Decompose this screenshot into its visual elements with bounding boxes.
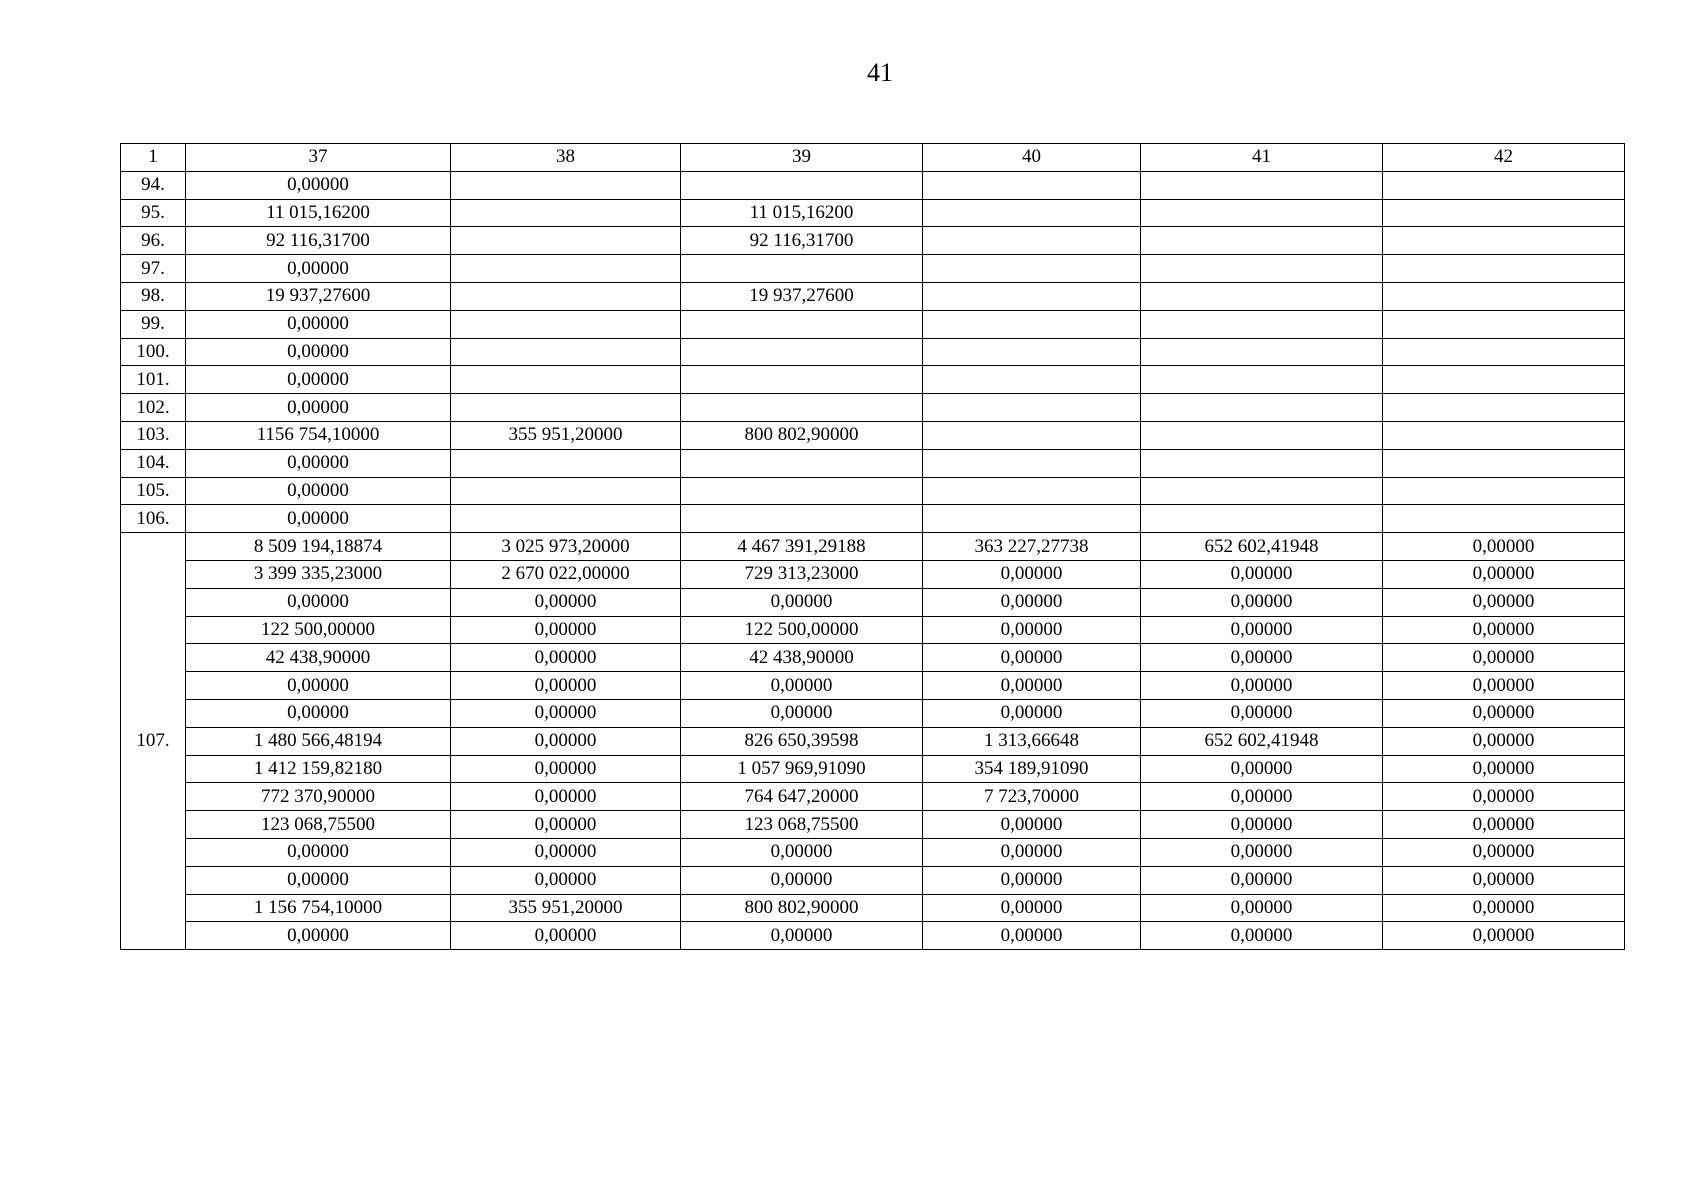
table-cell	[451, 171, 681, 199]
table-cell: 0,00000	[681, 588, 923, 616]
table-row	[121, 616, 1625, 644]
table-cell: 11 015,16200	[186, 199, 451, 227]
table-cell: 42 438,90000	[186, 644, 451, 672]
table-row	[121, 310, 1625, 338]
table-cell: 0,00000	[923, 866, 1141, 894]
table-cell: 0,00000	[1383, 783, 1625, 811]
column-header: 41	[1141, 144, 1383, 172]
table-cell	[681, 477, 923, 505]
table-cell: 0,00000	[186, 866, 451, 894]
table-cell: 0,00000	[681, 922, 923, 950]
table-cell: 800 802,90000	[681, 894, 923, 922]
table-cell: 0,00000	[923, 672, 1141, 700]
table-cell: 0,00000	[681, 699, 923, 727]
table-cell: 0,00000	[1383, 560, 1625, 588]
table-cell	[1141, 199, 1383, 227]
column-header: 40	[923, 144, 1141, 172]
table-cell: 0,00000	[923, 616, 1141, 644]
table-cell	[1141, 282, 1383, 310]
table-cell	[451, 255, 681, 283]
column-header: 37	[186, 144, 451, 172]
table-cell: 0,00000	[923, 699, 1141, 727]
table-row	[121, 255, 1625, 283]
table-cell: 0,00000	[1383, 672, 1625, 700]
table-cell: 123 068,75500	[186, 811, 451, 839]
table-cell	[1383, 505, 1625, 533]
table-cell: 0,00000	[451, 866, 681, 894]
table-cell: 0,00000	[186, 449, 451, 477]
row-number: 100.	[121, 338, 186, 366]
table-cell	[681, 171, 923, 199]
data-table	[120, 143, 1625, 950]
table-cell: 0,00000	[1141, 560, 1383, 588]
table-cell: 1 057 969,91090	[681, 755, 923, 783]
table-cell: 4 467 391,29188	[681, 533, 923, 561]
table-cell	[1141, 227, 1383, 255]
table-row	[121, 672, 1625, 700]
table-cell: 3 399 335,23000	[186, 560, 451, 588]
table-cell: 0,00000	[451, 588, 681, 616]
table-row	[121, 394, 1625, 422]
table-row	[121, 477, 1625, 505]
table-cell	[1141, 394, 1383, 422]
table-row	[121, 894, 1625, 922]
table-row	[121, 421, 1625, 449]
table-cell: 0,00000	[1383, 811, 1625, 839]
table-cell: 0,00000	[923, 811, 1141, 839]
table-cell	[923, 171, 1141, 199]
table-cell: 354 189,91090	[923, 755, 1141, 783]
table-cell: 1156 754,10000	[186, 421, 451, 449]
row-number: 99.	[121, 310, 186, 338]
table-cell: 0,00000	[1383, 616, 1625, 644]
table-cell: 0,00000	[186, 672, 451, 700]
table-cell	[923, 421, 1141, 449]
table-cell	[1383, 366, 1625, 394]
table-cell: 764 647,20000	[681, 783, 923, 811]
table-cell: 0,00000	[451, 644, 681, 672]
table-row	[121, 588, 1625, 616]
table-cell: 0,00000	[1383, 699, 1625, 727]
table-body	[121, 144, 1625, 950]
table-cell	[1141, 171, 1383, 199]
table-row	[121, 505, 1625, 533]
table-cell: 42 438,90000	[681, 644, 923, 672]
row-number: 103.	[121, 421, 186, 449]
table-cell: 0,00000	[451, 838, 681, 866]
table-cell: 2 670 022,00000	[451, 560, 681, 588]
table-cell: 0,00000	[1383, 866, 1625, 894]
row-number: 97.	[121, 255, 186, 283]
table-cell: 0,00000	[186, 394, 451, 422]
table-cell: 0,00000	[186, 505, 451, 533]
table-cell	[681, 310, 923, 338]
table-cell	[681, 366, 923, 394]
table-cell: 0,00000	[186, 922, 451, 950]
table-cell	[1383, 338, 1625, 366]
column-header: 42	[1383, 144, 1625, 172]
table-cell: 363 227,27738	[923, 533, 1141, 561]
row-number: 105.	[121, 477, 186, 505]
table-cell	[1141, 505, 1383, 533]
table-cell	[1141, 338, 1383, 366]
page-number: 41	[867, 58, 893, 87]
table-cell	[923, 449, 1141, 477]
table-row	[121, 449, 1625, 477]
row-number: 107.	[121, 533, 186, 950]
table-cell	[451, 449, 681, 477]
table-cell: 0,00000	[186, 255, 451, 283]
table-cell: 0,00000	[1141, 811, 1383, 839]
table-cell	[681, 338, 923, 366]
table-cell	[451, 310, 681, 338]
table-cell	[451, 366, 681, 394]
table-cell: 0,00000	[1141, 588, 1383, 616]
table-row	[121, 727, 1625, 755]
table-row	[121, 533, 1625, 561]
column-header: 39	[681, 144, 923, 172]
table-cell: 19 937,27600	[681, 282, 923, 310]
table-cell: 0,00000	[681, 866, 923, 894]
table-cell	[451, 199, 681, 227]
table-cell: 0,00000	[451, 922, 681, 950]
table-row	[121, 171, 1625, 199]
table-cell	[1383, 310, 1625, 338]
column-header: 1	[121, 144, 186, 172]
table-cell	[1141, 255, 1383, 283]
table-cell: 0,00000	[1141, 894, 1383, 922]
table-row	[121, 199, 1625, 227]
table-row	[121, 755, 1625, 783]
table-cell: 0,00000	[186, 366, 451, 394]
table-cell: 122 500,00000	[681, 616, 923, 644]
table-cell	[1383, 255, 1625, 283]
table-cell	[1383, 282, 1625, 310]
table-row	[121, 783, 1625, 811]
table-cell: 1 412 159,82180	[186, 755, 451, 783]
table-cell	[923, 310, 1141, 338]
table-cell	[923, 394, 1141, 422]
table-cell: 800 802,90000	[681, 421, 923, 449]
table-cell: 0,00000	[1141, 755, 1383, 783]
table-cell	[923, 282, 1141, 310]
row-number: 94.	[121, 171, 186, 199]
table-cell	[1383, 227, 1625, 255]
table-cell: 0,00000	[451, 811, 681, 839]
table-cell: 0,00000	[451, 755, 681, 783]
table-cell	[681, 449, 923, 477]
table-cell: 0,00000	[923, 588, 1141, 616]
table-cell: 772 370,90000	[186, 783, 451, 811]
table-cell: 0,00000	[1141, 838, 1383, 866]
table-cell: 355 951,20000	[451, 894, 681, 922]
row-number: 102.	[121, 394, 186, 422]
table-cell: 0,00000	[1383, 588, 1625, 616]
table-cell: 8 509 194,18874	[186, 533, 451, 561]
table-cell	[1141, 421, 1383, 449]
table-cell: 19 937,27600	[186, 282, 451, 310]
row-number: 96.	[121, 227, 186, 255]
table-cell: 0,00000	[1383, 755, 1625, 783]
table-cell: 0,00000	[681, 838, 923, 866]
table-cell: 0,00000	[1141, 783, 1383, 811]
header-row	[121, 144, 1625, 172]
table-cell: 0,00000	[923, 644, 1141, 672]
table-cell: 0,00000	[1141, 644, 1383, 672]
table-cell	[1141, 449, 1383, 477]
table-cell: 0,00000	[1141, 616, 1383, 644]
table-cell	[1141, 310, 1383, 338]
row-number: 104.	[121, 449, 186, 477]
table-cell: 652 602,41948	[1141, 533, 1383, 561]
table-cell: 0,00000	[1383, 533, 1625, 561]
table-cell	[451, 282, 681, 310]
table-cell	[923, 199, 1141, 227]
table-cell	[681, 255, 923, 283]
table-cell	[923, 255, 1141, 283]
table-row	[121, 922, 1625, 950]
table-cell: 123 068,75500	[681, 811, 923, 839]
table-cell: 0,00000	[923, 922, 1141, 950]
table-row	[121, 338, 1625, 366]
table-cell	[923, 366, 1141, 394]
table-cell: 92 116,31700	[681, 227, 923, 255]
table-cell: 0,00000	[186, 588, 451, 616]
table-cell: 0,00000	[186, 310, 451, 338]
table-cell: 3 025 973,20000	[451, 533, 681, 561]
table-cell: 92 116,31700	[186, 227, 451, 255]
table-cell: 0,00000	[451, 727, 681, 755]
table-row	[121, 699, 1625, 727]
table-cell	[1141, 477, 1383, 505]
table-cell: 826 650,39598	[681, 727, 923, 755]
table-cell: 7 723,70000	[923, 783, 1141, 811]
table-row	[121, 838, 1625, 866]
table-row	[121, 866, 1625, 894]
table-cell: 0,00000	[451, 672, 681, 700]
table-cell: 0,00000	[923, 560, 1141, 588]
table-cell	[451, 338, 681, 366]
table-cell	[923, 227, 1141, 255]
table-cell	[451, 394, 681, 422]
table-cell: 0,00000	[1141, 922, 1383, 950]
table-cell	[451, 505, 681, 533]
table-cell: 0,00000	[186, 338, 451, 366]
table-cell	[1383, 449, 1625, 477]
table-cell: 0,00000	[186, 699, 451, 727]
table-cell: 0,00000	[923, 838, 1141, 866]
table-cell: 0,00000	[186, 838, 451, 866]
table-cell	[451, 227, 681, 255]
table-cell	[1141, 366, 1383, 394]
table-cell	[451, 477, 681, 505]
table-cell: 652 602,41948	[1141, 727, 1383, 755]
row-number: 98.	[121, 282, 186, 310]
table-cell: 1 313,66648	[923, 727, 1141, 755]
table-cell: 1 480 566,48194	[186, 727, 451, 755]
table-cell: 0,00000	[1141, 866, 1383, 894]
table-cell: 122 500,00000	[186, 616, 451, 644]
table-cell	[1383, 171, 1625, 199]
table-cell	[681, 394, 923, 422]
table-cell	[1383, 477, 1625, 505]
table-cell: 729 313,23000	[681, 560, 923, 588]
table-cell: 0,00000	[451, 783, 681, 811]
column-header: 38	[451, 144, 681, 172]
table-cell: 0,00000	[681, 672, 923, 700]
table-cell: 0,00000	[1383, 727, 1625, 755]
row-number: 101.	[121, 366, 186, 394]
table-cell: 0,00000	[1383, 838, 1625, 866]
table-cell	[1383, 421, 1625, 449]
table-cell: 0,00000	[186, 477, 451, 505]
table-cell: 0,00000	[451, 699, 681, 727]
table-cell: 0,00000	[1383, 894, 1625, 922]
table-cell: 0,00000	[186, 171, 451, 199]
row-number: 106.	[121, 505, 186, 533]
table-cell	[923, 338, 1141, 366]
table-cell: 0,00000	[1141, 672, 1383, 700]
table-cell: 0,00000	[451, 616, 681, 644]
table-row	[121, 644, 1625, 672]
table-cell: 355 951,20000	[451, 421, 681, 449]
table-row	[121, 560, 1625, 588]
table-cell	[923, 477, 1141, 505]
table-row	[121, 366, 1625, 394]
table-cell	[1383, 394, 1625, 422]
table-row	[121, 282, 1625, 310]
table-cell	[681, 505, 923, 533]
table-cell: 0,00000	[1383, 922, 1625, 950]
table-cell: 0,00000	[1141, 699, 1383, 727]
table-cell	[1383, 199, 1625, 227]
table-cell: 0,00000	[923, 894, 1141, 922]
table-cell: 0,00000	[1383, 644, 1625, 672]
table-cell: 11 015,16200	[681, 199, 923, 227]
table-cell	[923, 505, 1141, 533]
table-row	[121, 227, 1625, 255]
row-number: 95.	[121, 199, 186, 227]
table-cell: 1 156 754,10000	[186, 894, 451, 922]
table-row	[121, 811, 1625, 839]
